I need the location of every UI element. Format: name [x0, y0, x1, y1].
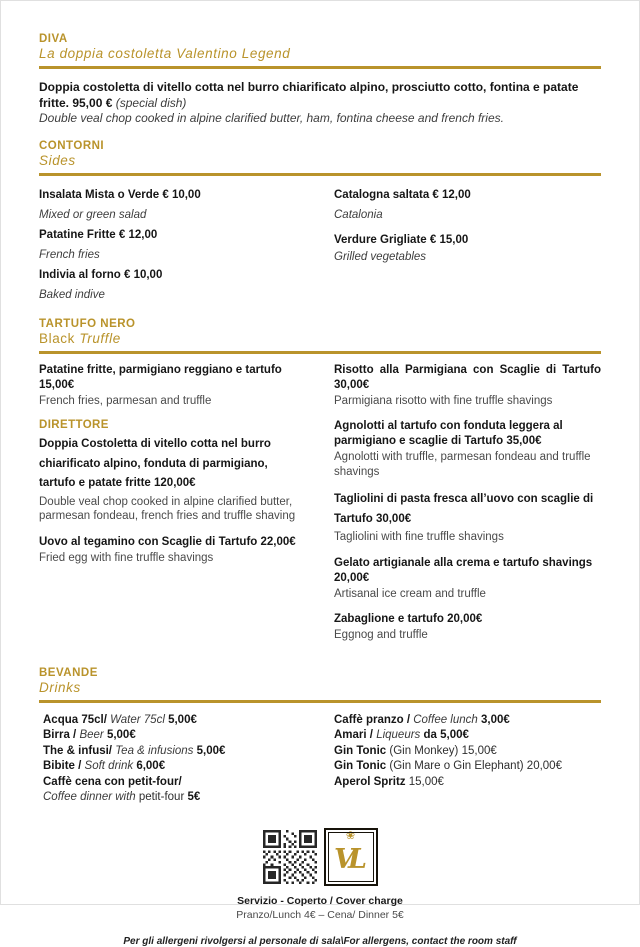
drink-line: Gin Tonic (Gin Mare o Gin Elephant) 20,00€: [334, 760, 562, 772]
menu-item-name: Uovo al tegamino con Scaglie di Tartufo 22,00€: [39, 535, 296, 548]
menu-item-name: Gelato artigianale alla crema e tartufo shavings 20,00€: [334, 556, 593, 584]
menu-item-name: [39, 80, 601, 111]
drink-line: Acqua 75cl/ Water 75cl 5,00€: [43, 713, 197, 726]
menu-item: [334, 185, 601, 225]
menu-item: [39, 265, 306, 305]
section-subtitle-diva: La doppia costoletta Valentino Legend: [39, 46, 291, 61]
menu-item-name: Patatine Fritte € 12,00: [39, 228, 158, 241]
menu-item-name: Agnolotti al tartufo con fonduta leggera al parmigiano e scaglie di Tartufo 35,00€: [334, 420, 563, 447]
menu-item: [334, 231, 601, 266]
gold-divider: [39, 173, 601, 176]
drink-line: Coffee dinner with petit-four 5€: [43, 791, 201, 803]
menu-item: [39, 535, 306, 566]
menu-page: [1, 1, 639, 947]
restaurant-logo: [324, 828, 378, 886]
menu-item-translation: Mixed or green salad: [39, 208, 147, 221]
menu-item-name-text: Doppia costoletta di vitello cotta nel burro chiarificato alpino, prosciutto cotto, fontina e patate fritte. 95,00 €: [39, 80, 579, 110]
drinks-column-left: [39, 713, 306, 806]
section-bevande-header: [39, 667, 601, 703]
menu-item: [39, 363, 306, 409]
menu-item-translation: Fried egg with fine truffle shavings: [39, 551, 214, 564]
section-subtitle-contorni: Sides: [39, 152, 76, 168]
cover-charge-detail: Pranzo/Lunch 4€ – Cena/ Dinner 5€: [236, 908, 404, 921]
gold-divider: [39, 351, 601, 354]
qr-code: [263, 830, 317, 884]
menu-item-translation: Double veal chop cooked in alpine clarified butter, ham, fontina cheese and french fries.: [39, 111, 504, 125]
drink-line: The & infusi/ Tea & infusions 5,00€: [43, 744, 226, 757]
menu-item-translation: Parmigiana risotto with fine truffle shavings: [334, 394, 553, 407]
menu-item: [334, 419, 601, 479]
menu-item: [39, 185, 306, 225]
menu-item-name: Verdure Grigliate € 15,00: [334, 233, 469, 246]
drink-line: Birra / Beer 5,00€: [43, 729, 136, 741]
menu-item: [39, 80, 601, 127]
section-title-bevande: BEVANDE: [39, 666, 98, 679]
sides-column-left: [39, 185, 306, 305]
drinks-column-right: [334, 713, 601, 806]
menu-item-name: Insalata Mista o Verde € 10,00: [39, 188, 201, 201]
menu-item: [39, 435, 306, 524]
menu-item-translation: Eggnog and truffle: [334, 629, 428, 641]
menu-item-translation: Grilled vegetables: [334, 251, 427, 263]
menu-item-name: Tagliolini di pasta fresca all’uovo con scaglie di Tartufo 30,00€: [334, 493, 594, 525]
menu-item-name: Indivia al forno € 10,00: [39, 268, 163, 281]
section-title-diva: DIVA: [39, 33, 68, 45]
truffle-columns: [39, 363, 601, 654]
menu-item: [334, 363, 601, 409]
section-subtitle-tartufo: [39, 331, 601, 346]
menu-item-note: (special dish): [115, 95, 187, 110]
drink-line: Amari / Liqueurs da 5,00€: [334, 729, 469, 741]
menu-item-translation: French fries, parmesan and truffle: [39, 394, 212, 407]
section-title-tartufo: TARTUFO NERO: [39, 317, 136, 330]
gold-divider: [39, 700, 601, 703]
menu-item: [334, 612, 601, 643]
gold-divider: [39, 66, 601, 69]
allergen-notice: Per gli allergeni rivolgersi al personale di sala\For allergens, contact the room staff: [123, 935, 517, 947]
truffle-column-right: [334, 363, 601, 654]
menu-item-name: Risotto alla Parmigiana con Scaglie di Tartufo 30,00€: [334, 363, 601, 391]
footer-brand-row: [39, 828, 601, 886]
menu-item-translation: Artisanal ice cream and truffle: [334, 587, 486, 600]
cover-charge-title: Servizio - Coperto / Cover charge: [237, 894, 403, 907]
sides-columns: [39, 185, 601, 305]
menu-item-translation: Tagliolini with fine truffle shavings: [334, 531, 504, 543]
section-title-contorni: CONTORNI: [39, 139, 105, 152]
menu-item-name: Zabaglione e tartufo 20,00€: [334, 613, 483, 625]
truffle-column-left: [39, 363, 306, 654]
drink-line: Caffè cena con petit-four/: [43, 775, 182, 788]
drink-line: Gin Tonic (Gin Monkey) 15,00€: [334, 744, 497, 757]
section-contorni-header: [39, 140, 601, 176]
menu-item-name: Doppia Costoletta di vitello cotta nel burro chiarificato alpino, fonduta di parmigiano, tartufo e patate fritte 120,00€: [39, 438, 271, 489]
drink-line: Bibite / Soft drink 6,00€: [43, 760, 166, 772]
drink-line: Aperol Spritz 15,00€: [334, 775, 444, 788]
section-subtitle-plain: Black: [39, 330, 80, 346]
menu-item: [334, 556, 601, 602]
section-diva-header: [39, 33, 601, 69]
section-subtitle-italic: Truffle: [79, 330, 121, 346]
menu-item-name: Catalogna saltata € 12,00: [334, 188, 471, 201]
menu-item-name: Patatine fritte, parmigiano reggiano e tartufo 15,00€: [39, 363, 282, 391]
drinks-columns: [39, 713, 601, 806]
section-subtitle-bevande: Drinks: [39, 679, 81, 695]
menu-item-translation: Double veal chop cooked in alpine clarified butter, parmesan fondeau, french fries and truffle shaving: [39, 495, 296, 522]
subsection-title-direttore: DIRETTORE: [39, 419, 109, 431]
menu-item: [334, 490, 601, 545]
menu-item-translation: French fries: [39, 248, 100, 261]
menu-item: [39, 225, 306, 265]
menu-item-translation: Agnolotti with truffle, parmesan fondeau and truffle shavings: [334, 451, 591, 478]
rose-icon: ❀: [345, 829, 356, 842]
sides-column-right: [334, 185, 601, 305]
drink-line: Caffè pranzo / Coffee lunch 3,00€: [334, 713, 510, 726]
menu-item-translation: Baked indive: [39, 288, 105, 301]
logo-monogram: VL: [334, 843, 360, 875]
logo-frame: [328, 829, 374, 882]
menu-item-translation: Catalonia: [334, 208, 383, 221]
section-tartufo-header: [39, 318, 601, 354]
